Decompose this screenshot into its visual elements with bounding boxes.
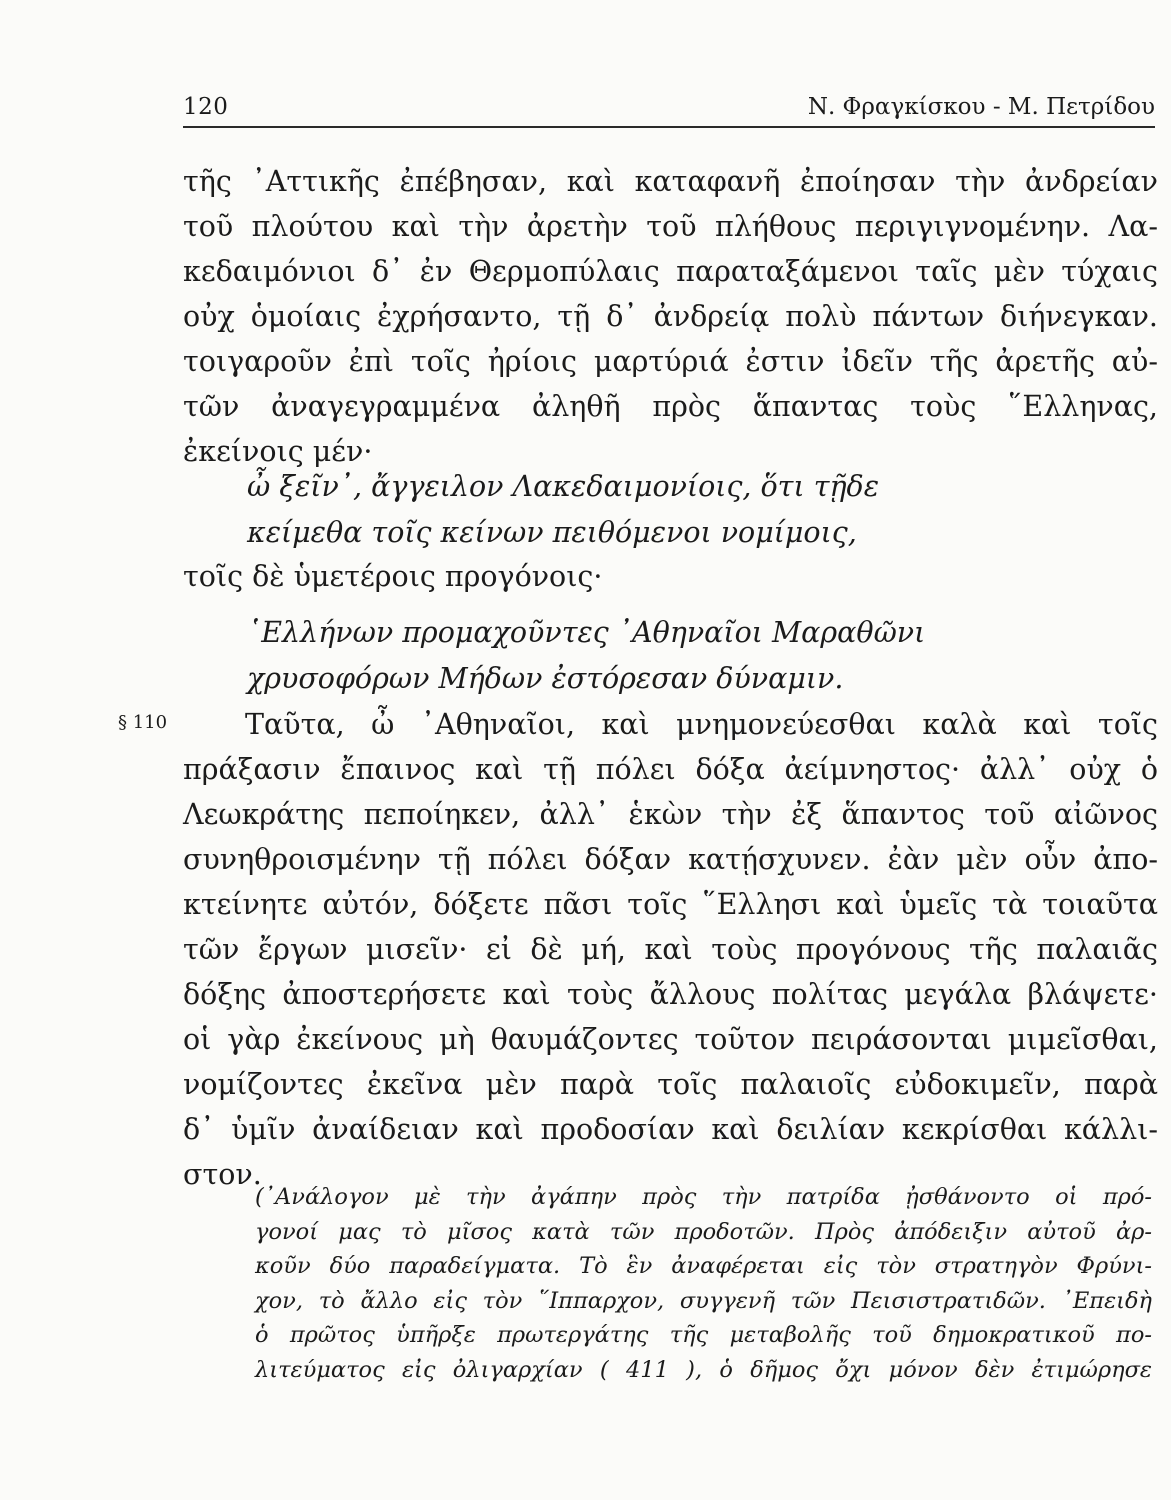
text-line: τοιγαροῦν ἐπὶ τοῖς ἠρίοις μαρτύριά ἐστιν ἰδεῖν τῆς ἀρετῆς αὐ- — [183, 345, 1158, 378]
text-line: τῆς ᾿Αττικῆς ἐπέβησαν, καὶ καταφανῆ ἐποίησαν τὴν ἀνδρείαν — [183, 165, 1158, 198]
text-line: νομίζοντες ἐκεῖνα μὲν παρὰ τοῖς παλαιοῖς εὐδοκιμεῖν, παρὰ — [183, 1068, 1158, 1101]
text-line: πράξασιν ἔπαινος καὶ τῇ πόλει δόξα ἀείμνηστος· ἀλλ᾿ οὐχ ὁ — [183, 753, 1158, 786]
verse-line: χρυσοφόρων Μήδων ἐστόρεσαν δύναμιν. — [247, 662, 844, 695]
commentary-line: ὁ πρῶτος ὑπῆρξε πρωτεργάτης τῆς μεταβολῆς τοῦ δημοκρατικοῦ πο- — [255, 1322, 1152, 1349]
text-line: τῶν ἔργων μισεῖν· εἰ δὲ μή, καὶ τοὺς προγόνους τῆς παλαιᾶς — [183, 933, 1158, 966]
text-line: στον. — [183, 1158, 262, 1191]
page-number: 120 — [183, 94, 229, 120]
paragraph-main — [183, 159, 1158, 474]
commentary-line: κοῦν δύο παραδείγματα. Τὸ ἓν ἀναφέρεται εἰς τὸν στρατηγὸν Φρύνι- — [255, 1253, 1152, 1280]
epigram-thermopylae — [247, 464, 879, 556]
running-title: Ν. Φραγκίσκου - Μ. Πετρίδου — [807, 94, 1155, 120]
text-line: κεδαιμόνιοι δ᾿ ἐν Θερμοπύλαις παραταξάμενοι ταῖς μὲν τύχαις — [183, 255, 1158, 288]
text-line: ἐκείνοις μέν· — [183, 435, 373, 468]
text-line: τῶν ἀναγεγραμμένα ἀληθῆ πρὸς ἅπαντας τοὺς ῞Ελληνας, — [183, 390, 1158, 423]
paragraph-section-110 — [183, 702, 1158, 1197]
verse-line: ῾Ελλήνων προμαχοῦντες ᾿Αθηναῖοι Μαραθῶνι — [247, 616, 926, 649]
text-line: κτείνητε αὐτόν, δόξετε πᾶσι τοῖς ῞Ελλησι καὶ ὑμεῖς τὰ τοιαῦτα — [183, 888, 1158, 921]
commentary-line: (᾿Ανάλογον μὲ τὴν ἀγάπην πρὸς τὴν πατρίδα ᾐσθάνοντο οἱ πρό- — [255, 1184, 1152, 1210]
text-line: τοῦ πλούτου καὶ τὴν ἀρετὴν τοῦ πλήθους περιγιγνομένην. Λα- — [183, 210, 1158, 243]
commentary-line: λιτεύματος εἰς ὀλιγαρχίαν ( 411 ), ὁ δῆμος ὄχι μόνον δὲν ἐτιμώρησε — [255, 1356, 1152, 1383]
verse-line: ὦ ξεῖν᾿, ἄγγειλον Λακεδαιμονίοις, ὅτι τῇδε — [247, 470, 879, 503]
text-line: δ᾿ ὑμῖν ἀναίδειαν καὶ προδοσίαν καὶ δειλίαν κεκρίσθαι κάλλι- — [183, 1113, 1158, 1146]
text-line: οἱ γὰρ ἐκείνους μὴ θαυμάζοντες τοῦτον πειράσονται μιμεῖσθαι, — [183, 1023, 1158, 1056]
verse-line: κείμεθα τοῖς κείνων πειθόμενοι νομίμοις, — [247, 516, 857, 549]
text-line: δόξης ἀποστερήσετε καὶ τοὺς ἄλλους πολίτας μεγάλα βλάψετε· — [183, 978, 1158, 1011]
text-line: οὐχ ὁμοίαις ἐχρήσαντο, τῇ δ᾿ ἀνδρείᾳ πολὺ πάντων διήνεγκαν. — [183, 300, 1158, 333]
commentary-line: γονοί μας τὸ μῖσος κατὰ τῶν προδοτῶν. Πρὸς ἀπόδειξιν αὐτοῦ ἀρ- — [255, 1218, 1152, 1245]
transition-line: τοῖς δὲ ὑμετέροις προγόνοις· — [183, 560, 603, 593]
commentary-block — [255, 1180, 1152, 1388]
epigram-marathon — [247, 610, 925, 702]
running-head — [183, 92, 1155, 128]
section-mark: § 110 — [118, 712, 168, 733]
text-line: Λεωκράτης πεποίηκεν, ἀλλ᾿ ἑκὼν τὴν ἐξ ἅπαντος τοῦ αἰῶνος — [183, 798, 1158, 831]
text-line: συνηθροισμένην τῇ πόλει δόξαν κατῄσχυνεν. ἐὰν μὲν οὖν ἀπο- — [183, 843, 1158, 876]
commentary-line: χον, τὸ ἄλλο εἰς τὸν ῞Ιππαρχον, συγγενῆ τῶν Πεισιστρατιδῶν. ᾿Επειδὴ — [255, 1287, 1152, 1314]
text-line: Ταῦτα, ὦ ᾿Αθηναῖοι, καὶ μνημονεύεσθαι καλὰ καὶ τοῖς — [245, 708, 1158, 741]
